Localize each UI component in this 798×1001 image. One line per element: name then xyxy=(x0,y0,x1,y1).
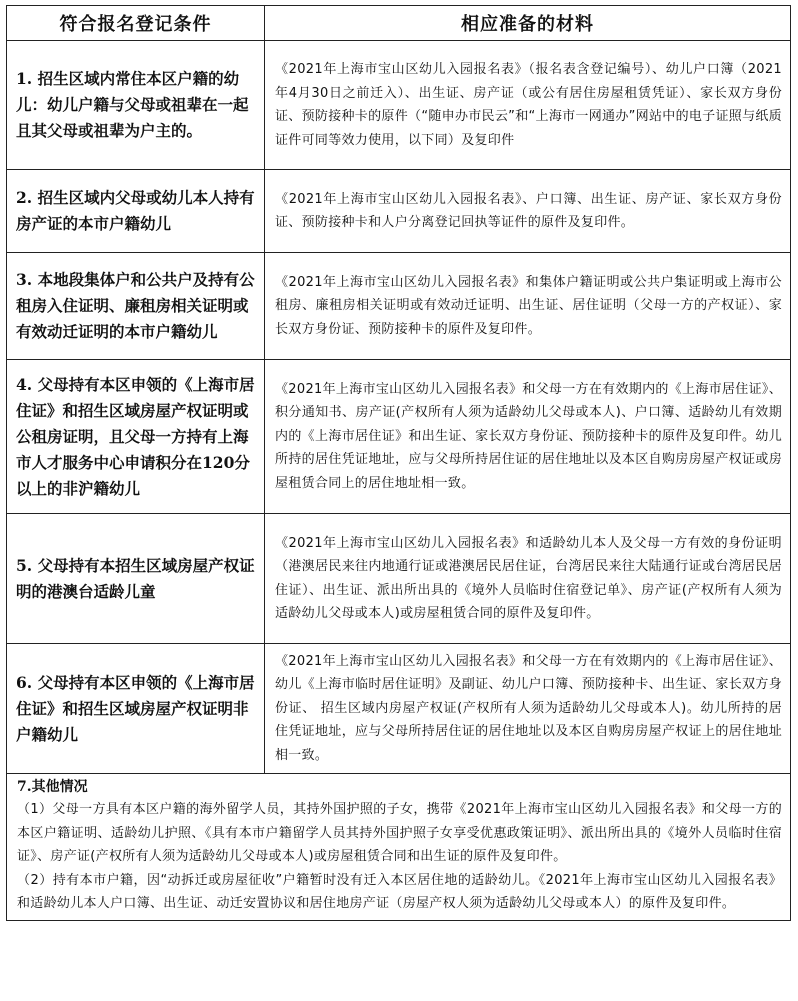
materials-cell: 《2021年上海市宝山区幼儿入园报名表》和父母一方在有效期内的《上海市居住证》、积分通知书、房产证(产权所有人须为适龄幼儿父母或本人)、户口簿、适龄幼儿有效期内的《上海市居住证》和出生证、家长双方身份证、预防接种卡的原件及复印件。幼儿所持的居住凭证地址，应与父母所持居住证的居住地址以及本区自购房房屋产权证或房屋租赁合同上的居住地址相一致。 xyxy=(265,360,791,514)
materials-cell: 《2021年上海市宝山区幼儿入园报名表》和集体户籍证明或公共户集证明或上海市公租房、廉租房相关证明或有效动迁证明、出生证、居住证明（父母一方的产权证）、家长双方身份证、预防接种卡的原件及复印件。 xyxy=(265,253,791,360)
enrollment-requirements-table xyxy=(6,5,791,921)
materials-cell: 《2021年上海市宝山区幼儿入园报名表》和父母一方在有效期内的《上海市居住证》、幼儿《上海市临时居住证明》及副证、幼儿户口簿、预防接种卡、出生证、家长双方身份证、 招生区域内房屋产权证(产权所有人须为适龄幼儿父母或本人)。幼儿所持的居住凭证地址，应与父母所持居住证的居住地址以及本区自购房房屋产权证上的居住地址相一致。 xyxy=(265,644,791,774)
table-row xyxy=(7,514,791,644)
other-situations-cell xyxy=(7,774,791,921)
table-row xyxy=(7,170,791,253)
materials-cell: 《2021年上海市宝山区幼儿入园报名表》、户口簿、出生证、房产证、家长双方身份证、预防接种卡和人户分离登记回执等证件的原件及复印件。 xyxy=(265,170,791,253)
table-header-row xyxy=(7,6,791,41)
table-row xyxy=(7,253,791,360)
table-row xyxy=(7,41,791,170)
condition-cell: 4. 父母持有本区申领的《上海市居住证》和招生区域房屋产权证明或公租房证明，且父母一方持有上海市人才服务中心申请积分在120分以上的非沪籍幼儿 xyxy=(7,360,265,514)
other-situations-row xyxy=(7,774,791,921)
condition-cell: 6. 父母持有本区申领的《上海市居住证》和招生区域房屋产权证明非户籍幼儿 xyxy=(7,644,265,774)
header-condition: 符合报名登记条件 xyxy=(7,6,265,41)
materials-cell: 《2021年上海市宝山区幼儿入园报名表》（报名表含登记编号）、幼儿户口簿（2021年4月30日之前迁入）、出生证、房产证（或公有居住房屋租赁凭证）、家长双方身份证、预防接种卡的原件（“随申办市民云”和“上海市一网通办”网站中的电子证照与纸质证件可同等效力使用，以下同）及复印件 xyxy=(265,41,791,170)
other-situation-item: （2）持有本市户籍，因“动拆迁或房屋征收”户籍暂时没有迁入本区居住地的适龄幼儿。《2021年上海市宝山区幼儿入园报名表》和适龄幼儿本人户口簿、出生证、动迁安置协议和居住地房产证（房屋产权人须为适龄幼儿父母或本人）的原件及复印件。 xyxy=(17,872,782,911)
header-materials: 相应准备的材料 xyxy=(265,6,791,41)
condition-cell: 2. 招生区域内父母或幼儿本人持有房产证的本市户籍幼儿 xyxy=(7,170,265,253)
condition-cell: 3. 本地段集体户和公共户及持有公租房入住证明、廉租房相关证明或有效动迁证明的本市户籍幼儿 xyxy=(7,253,265,360)
table-row xyxy=(7,360,791,514)
other-situation-item: （1）父母一方具有本区户籍的海外留学人员，其持外国护照的子女，携带《2021年上海市宝山区幼儿入园报名表》和父母一方的本区户籍证明、适龄幼儿护照、《具有本市户籍留学人员其持外国护照子女享受优惠政策证明》、派出所出具的《境外人员临时住宿证》、房产证(产权所有人须为适龄幼儿父母或本人)或房屋租赁合同和出生证的原件及复印件。 xyxy=(17,802,782,864)
condition-cell: 5. 父母持有本招生区域房屋产权证明的港澳台适龄儿童 xyxy=(7,514,265,644)
condition-cell: 1. 招生区域内常住本区户籍的幼儿：幼儿户籍与父母或祖辈在一起且其父母或祖辈为户主的。 xyxy=(7,41,265,170)
other-situations-title: 7.其他情况 xyxy=(17,779,88,795)
table-row xyxy=(7,644,791,774)
materials-cell: 《2021年上海市宝山区幼儿入园报名表》和适龄幼儿本人及父母一方有效的身份证明（港澳居民来往内地通行证或港澳居民居住证，台湾居民来往大陆通行证或台湾居民居住证）、出生证、派出所出具的《境外人员临时住宿登记单》、房产证(产权所有人须为适龄幼儿父母或本人)或房屋租赁合同的原件及复印件。 xyxy=(265,514,791,644)
